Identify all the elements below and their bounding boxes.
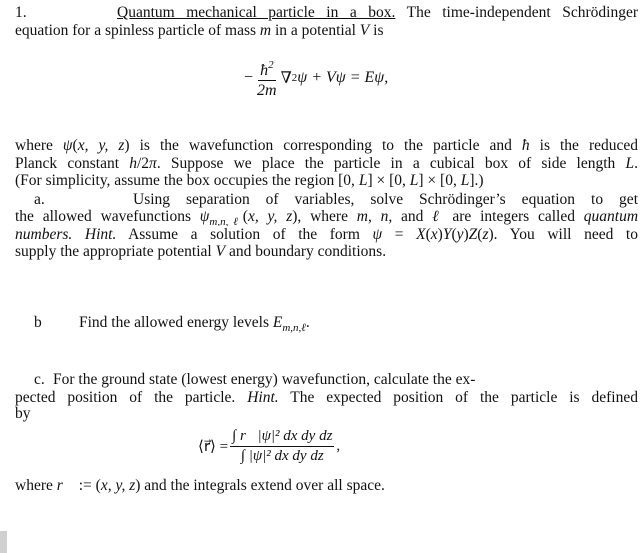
text-segment: ] × [0, — [367, 172, 410, 189]
text-segment: Assume a solution of the form — [116, 226, 373, 243]
text-segment: Find the allowed energy levels — [79, 314, 273, 331]
text-segment: Z — [468, 226, 478, 243]
text-segment: x, y, z — [247, 208, 293, 225]
text-segment: m,n,ℓ — [209, 216, 243, 226]
text-segment: L — [409, 172, 419, 189]
text-segment: x — [430, 226, 438, 243]
text-segment: r⃗ — [56, 477, 75, 494]
text-segment: and boundary conditions. — [225, 243, 387, 260]
part-a-line-1 — [133, 191, 638, 209]
eq-fraction — [230, 427, 334, 466]
text-segment: Planck constant — [15, 155, 130, 172]
text-segment: = — [382, 226, 417, 243]
part-c-line-3 — [15, 405, 31, 423]
text-segment: where — [15, 137, 63, 154]
text-segment: in a potential — [271, 22, 360, 39]
text-segment: m — [356, 208, 368, 225]
eq-numerator — [258, 56, 276, 81]
problem-number: 1. — [15, 4, 27, 21]
text-segment: Hint. — [84, 226, 117, 243]
text-segment: ] × [0, — [418, 172, 461, 189]
hbar: ħ — [260, 62, 269, 79]
text-segment: quantum — [583, 208, 638, 225]
text-segment: Hint. — [247, 389, 279, 406]
para-line-2 — [15, 155, 638, 173]
eq-lhs: ⟨r⃗⟩ = — [198, 439, 229, 455]
text-segment: is the reduced — [529, 137, 638, 154]
text-segment: ( — [242, 208, 248, 225]
text-segment: ) is the wavefunction corresponding to the particle and — [124, 137, 522, 154]
nabla: ∇ — [280, 70, 292, 87]
eq-denominator: ∫ |ψ|² dx dy dz — [240, 448, 324, 464]
text-segment: /2 — [136, 155, 150, 172]
part-a-line-4 — [15, 243, 386, 261]
text-segment: ( — [72, 137, 78, 154]
page-edge-marker — [0, 531, 7, 553]
part-a-label: a. — [34, 191, 45, 208]
part-c-label: c. — [34, 371, 45, 388]
text-segment: ħ — [521, 137, 530, 154]
text-segment: ). You will need to — [488, 226, 638, 243]
text-segment: L — [460, 172, 470, 189]
text-segment: m,n,ℓ — [282, 322, 306, 334]
part-b-label: b — [34, 314, 42, 331]
text-segment: m — [259, 22, 272, 39]
text-segment — [72, 226, 85, 243]
text-segment: y — [456, 226, 464, 243]
text-segment: ψ — [372, 226, 383, 243]
text-segment: are integers called — [443, 208, 584, 225]
text-segment: ) — [463, 226, 469, 243]
text-segment: by — [15, 405, 31, 422]
text-segment: , — [367, 208, 381, 225]
text-segment: n — [380, 208, 389, 225]
text-segment: ( — [425, 226, 431, 243]
text-segment: numbers. — [15, 226, 73, 243]
eq-rhs: ψ + Vψ = Eψ, — [297, 69, 389, 86]
text-segment: L — [625, 155, 635, 172]
text-segment: where — [15, 477, 57, 494]
text-segment: Y — [442, 226, 452, 243]
text-segment: supply the appropriate potential — [15, 243, 216, 260]
text-segment: ) — [437, 226, 443, 243]
part-c-line-1 — [53, 371, 475, 389]
part-c-line-2 — [15, 389, 638, 407]
text-segment: ) and the integrals extend over all space. — [135, 477, 385, 494]
schrodinger-equation — [244, 56, 388, 100]
text-segment: . Suppose we place the particle in a cubical box of side length — [156, 155, 626, 172]
eq-numerator: ∫ r⃗|ψ|² dx dy dz — [230, 427, 334, 447]
text-segment: is — [369, 22, 384, 39]
text-segment: z — [482, 226, 489, 243]
text-segment: . — [634, 155, 638, 172]
para-line-3 — [15, 172, 484, 190]
text-segment: := ( — [74, 477, 101, 494]
text-segment: (For simplicity, assume the box occupies the region [0, — [15, 172, 359, 189]
exponent: 2 — [291, 72, 298, 84]
para-line-1 — [15, 137, 638, 155]
text-segment: ), where — [292, 208, 357, 225]
eq-minus: − — [244, 69, 254, 86]
text-segment: ( — [477, 226, 483, 243]
text-segment: V — [215, 243, 226, 260]
text-segment: L — [358, 172, 368, 189]
text-segment: X — [416, 226, 426, 243]
text-segment: . — [305, 314, 310, 331]
text-segment: equation for a spinless particle of mass — [15, 22, 260, 39]
eq-fraction — [255, 56, 279, 100]
text-segment: V — [359, 22, 370, 39]
text-segment: pected position of the particle. — [15, 389, 248, 406]
text-segment: x, y, z — [77, 137, 125, 154]
text-segment: , and — [388, 208, 433, 225]
problem-intro-line-1 — [117, 4, 638, 22]
text-segment: π — [149, 155, 157, 172]
expected-position-equation — [198, 427, 340, 466]
exponent: 2 — [268, 59, 274, 71]
text-segment: the allowed wavefunctions — [15, 208, 200, 225]
text-segment: The time-independent Schrödinger — [406, 4, 638, 21]
part-b-line — [79, 314, 310, 337]
part-c-closing — [15, 477, 385, 495]
eq-comma: , — [336, 438, 341, 454]
text-segment: ( — [451, 226, 457, 243]
text-segment: For the ground state (lowest energy) wavefunction, calculate the ex- — [53, 371, 476, 388]
intro-rest — [407, 4, 638, 21]
part-a-line-2 — [15, 208, 638, 226]
text-segment: x, y, z — [100, 477, 136, 494]
text-segment: The expected position of the particle is defined — [278, 389, 638, 406]
eq-denominator: 2m — [257, 82, 277, 99]
problem-title: Quantum mechanical particle in a box. — [117, 4, 396, 21]
text-segment: ℓ — [432, 208, 444, 225]
problem-intro-line-2 — [15, 22, 383, 40]
text-segment: Using separation of variables, solve Schrödinger’s equation to get — [133, 191, 638, 208]
text-segment: ].) — [469, 172, 484, 189]
part-a-line-3 — [15, 226, 638, 244]
text-segment: ψ — [62, 137, 73, 154]
text-segment: ψ — [199, 208, 210, 225]
text-segment: E — [272, 314, 283, 331]
text-segment: h — [129, 155, 137, 172]
